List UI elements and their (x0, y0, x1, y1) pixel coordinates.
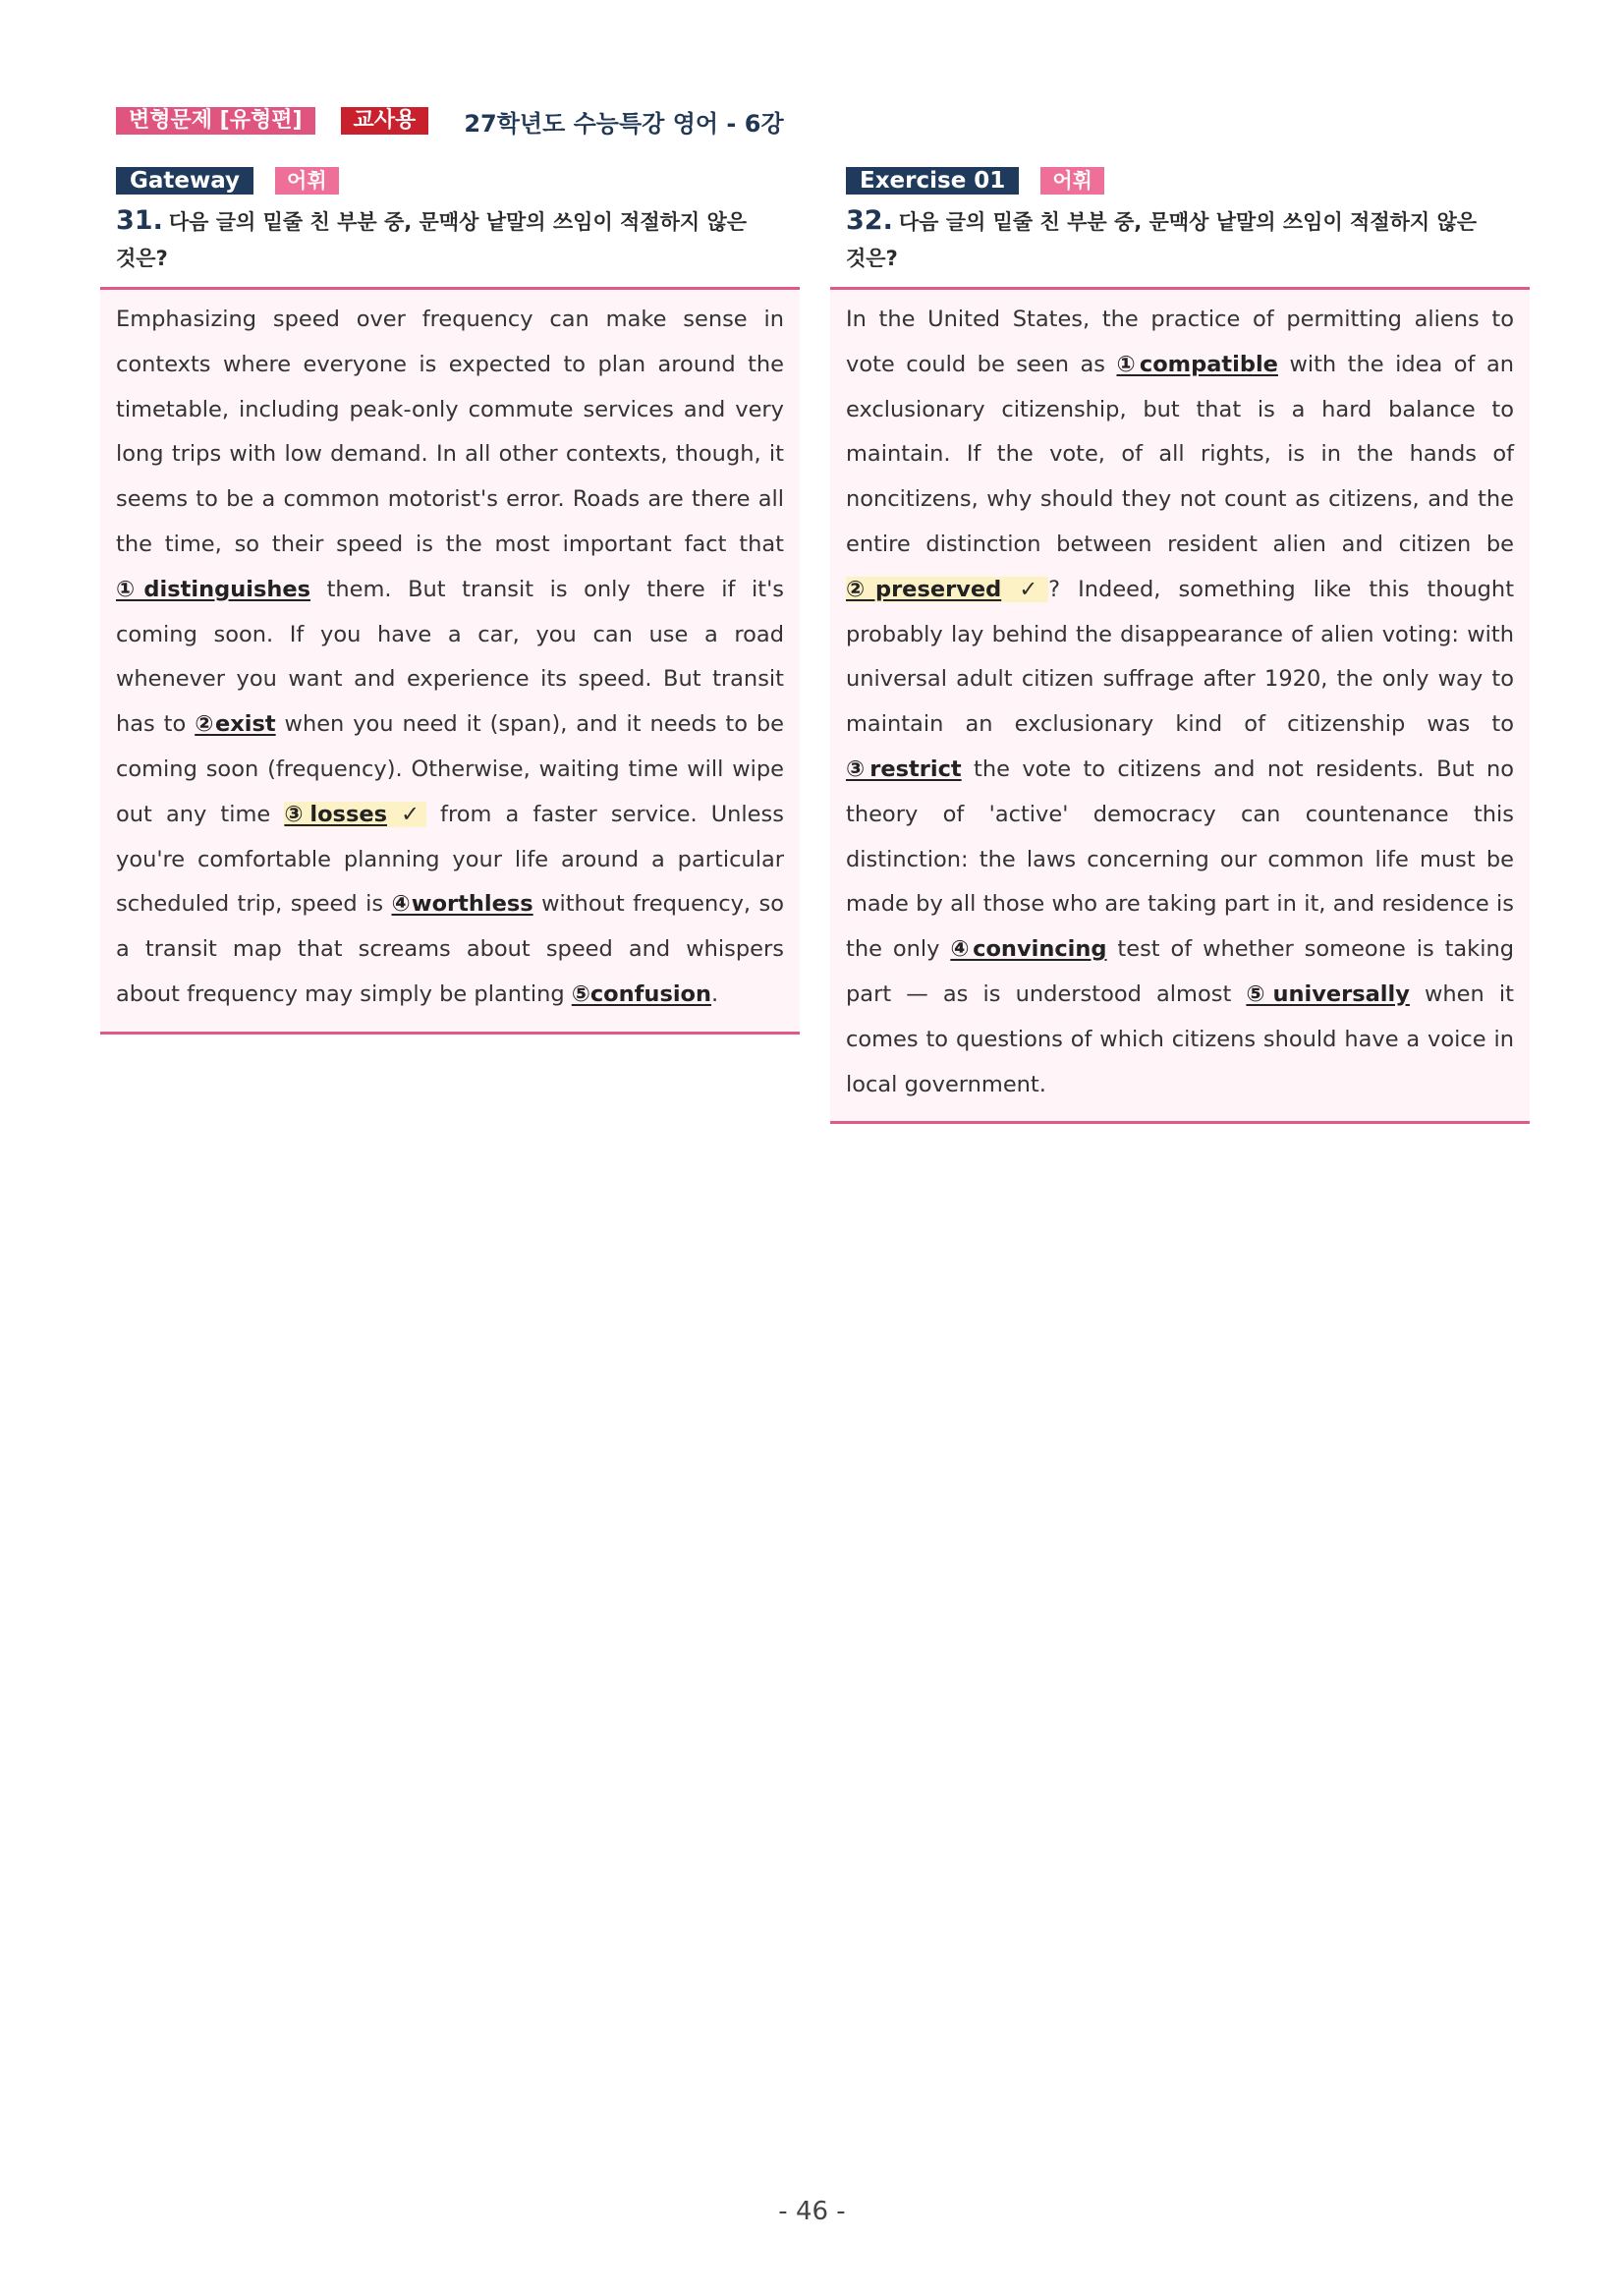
page-header (116, 104, 784, 138)
passage-text: In the United States, the practice of permitting aliens to vote could be seen as (846, 307, 1514, 377)
choice-5: ⑤confusion (571, 980, 712, 1007)
section-label-row (830, 167, 1530, 195)
choice-1: ①compatible (1116, 351, 1278, 377)
teacher-tag: 교사용 (341, 107, 429, 135)
exercise-label: Exercise 01 (846, 167, 1019, 195)
header-title: 27학년도 수능특강 영어 - 6강 (464, 109, 784, 138)
check-mark-icon: ✓ (1019, 576, 1049, 602)
question-prompt (100, 202, 755, 277)
passage-text: them. But transit is only there if it's coming soon. If you have a car, you can use a road whenever you want and experience its speed. But transit has to (116, 576, 784, 738)
answer-highlight (284, 802, 426, 827)
choice-2: ②preserved (846, 576, 1002, 602)
gateway-label: Gateway (116, 167, 253, 195)
passage-box (830, 287, 1530, 1124)
passage-text: ? Indeed, something like this thought probably lay behind the disappearance of alien voting: with universal adult citizen suffrage after 1920, the only way to maintain an exclusionary kind of citizenship was to (846, 576, 1515, 738)
passage-text: without frequency, so a transit map that screams about speed and whispers about frequency may simply be planting (116, 891, 784, 1007)
passage-text: . (711, 980, 719, 1007)
choice-4: ④worthless (391, 891, 533, 918)
question-32-column (830, 167, 1530, 1124)
question-text: 다음 글의 밑줄 친 부분 중, 문맥상 낱말의 쓰임이 적절하지 않은 것은? (116, 210, 748, 270)
passage-text: the vote to citizens and not residents. But no theory of 'active' democracy can countenance this distinction: the laws concerning our common life must be made by all those who are taking part in it, and residence is the only (846, 756, 1514, 963)
question-number: 32. (846, 205, 893, 236)
question-number: 31. (116, 205, 163, 236)
choice-2: ②exist (195, 711, 276, 738)
category-label: 어휘 (1040, 167, 1104, 195)
choice-1: ①distinguishes (116, 576, 311, 602)
choice-3: ③losses (284, 801, 387, 827)
passage-text: Emphasizing speed over frequency can make sense in contexts where everyone is expected to plan around the timetable, including peak-only commute services and very long trips with low demand. In all other contexts, though, it seems to be a common motorist's error. Roads are there all the time, so their speed is the most important fact that (116, 307, 784, 557)
type-tag: 변형문제 [유형편] (116, 107, 315, 135)
category-label: 어휘 (275, 167, 339, 195)
question-prompt (830, 202, 1484, 277)
passage-box (100, 287, 800, 1035)
passage-text: from a faster service. Unless you're comfortable planning your life around a particular scheduled trip, speed is (116, 801, 784, 918)
choice-3: ③restrict (846, 756, 962, 782)
choice-4: ④convincing (950, 936, 1107, 963)
choice-5: ⑤universally (1246, 980, 1410, 1007)
question-31-column (100, 167, 800, 1035)
page-number: - 46 - (778, 2197, 846, 2226)
passage-text: with the idea of an exclusionary citizenship, but that is a hard balance to maintain. If the vote, of all rights, is in the hands of noncitizens, why should they not count as citizens, and the entire distinction between resident alien and citizen be (846, 351, 1514, 557)
answer-highlight (846, 577, 1048, 602)
passage-text: test of whether someone is taking part — as is understood almost (846, 936, 1515, 1007)
passage-text: when you need it (span), and it needs to be coming soon (frequency). Otherwise, waiting time will wipe out any time (116, 711, 784, 827)
check-mark-icon: ✓ (401, 801, 426, 827)
section-label-row (100, 167, 800, 195)
question-text: 다음 글의 밑줄 친 부분 중, 문맥상 낱말의 쓰임이 적절하지 않은 것은? (846, 210, 1478, 270)
passage-text: when it comes to questions of which citizens should have a voice in local government. (846, 980, 1514, 1097)
